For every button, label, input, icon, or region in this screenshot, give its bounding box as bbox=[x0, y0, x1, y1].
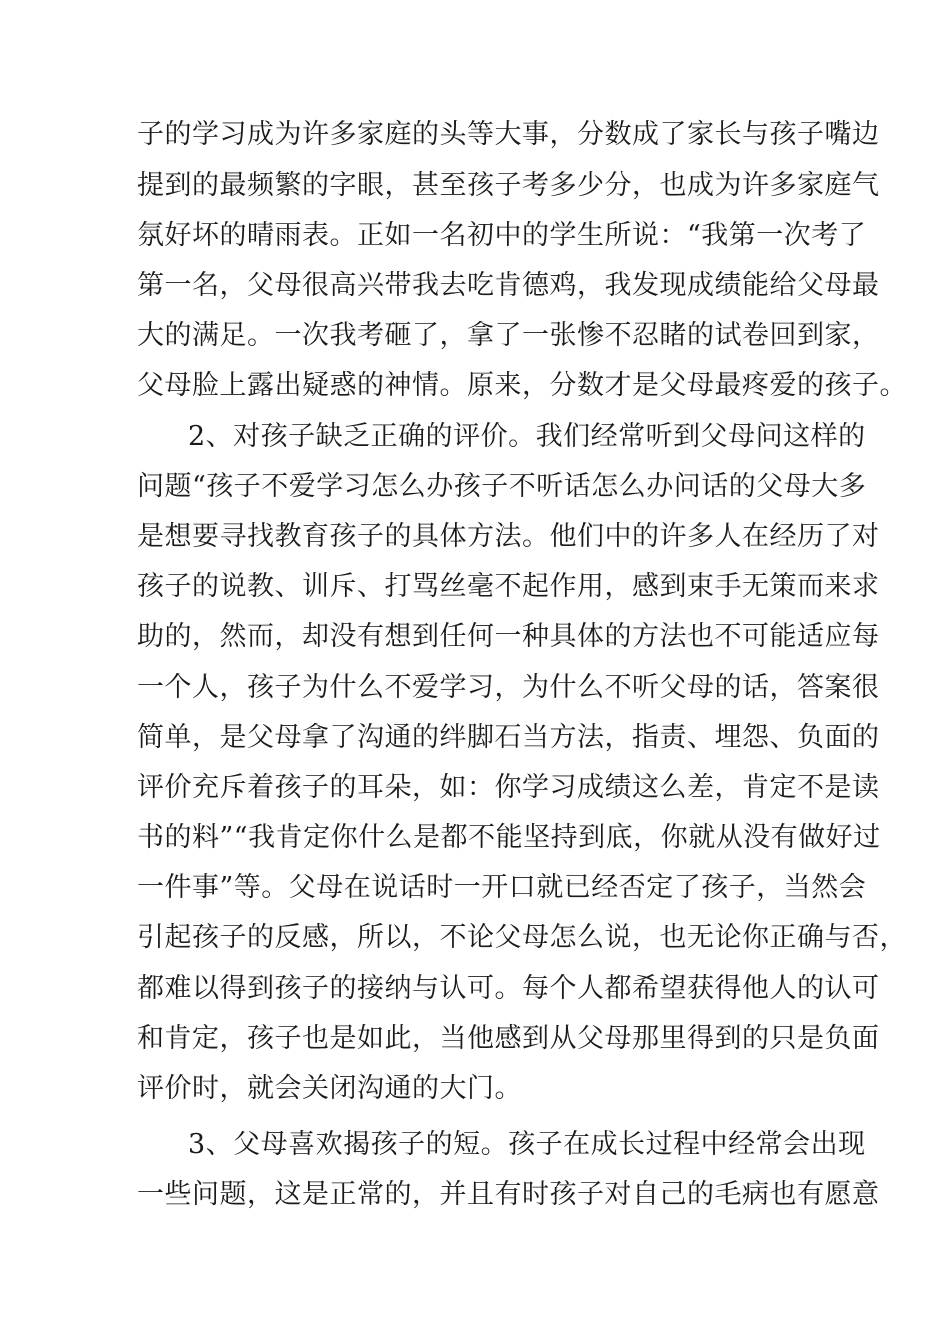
text-line: 引起孩子的反感，所以，不论父母怎么说，也无论你正确与否， bbox=[137, 922, 907, 953]
text-line: 孩子的说教、训斥、打骂丝毫不起作用，感到束手无策而来求 bbox=[137, 571, 880, 602]
text-line: 问题“孩子不爱学习怎么办孩子不听话怎么办问话的父母大多 bbox=[137, 471, 867, 502]
text-line: 都难以得到孩子的接纳与认可。每个人都希望获得他人的认可 bbox=[137, 973, 880, 1004]
text-line: 父母脸上露出疑惑的神情。原来，分数才是父母最疼爱的孩子。 bbox=[137, 370, 907, 401]
text-line: 一个人，孩子为什么不爱学习，为什么不听父母的话，答案很 bbox=[137, 672, 880, 703]
text-line: 简单，是父母拿了沟通的绊脚石当方法，指责、埋怨、负面的 bbox=[137, 722, 880, 753]
text-line: 氛好坏的晴雨表。正如一名初中的学生所说：“我第一次考了 bbox=[137, 220, 867, 251]
paragraph-2-first-line: 2、对孩子缺乏正确的评价。我们经常听到父母问这样的 bbox=[188, 421, 866, 452]
text-line: 一些问题，这是正常的，并且有时孩子对自己的毛病也有愿意 bbox=[137, 1179, 880, 1210]
text-line: 助的，然而，却没有想到任何一种具体的方法也不可能适应每 bbox=[137, 621, 880, 652]
text-line: 和肯定，孩子也是如此，当他感到从父母那里得到的只是负面 bbox=[137, 1023, 880, 1054]
text-line: 提到的最频繁的字眼，甚至孩子考多少分，也成为许多家庭气 bbox=[137, 170, 880, 201]
text-line: 一件事”等。父母在说话时一开口就已经否定了孩子，当然会 bbox=[137, 872, 867, 903]
text-line: 子的学习成为许多家庭的头等大事，分数成了家长与孩子嘴边 bbox=[137, 119, 880, 150]
paragraph-3-first-line: 3、父母喜欢揭孩子的短。孩子在成长过程中经常会出现 bbox=[188, 1129, 866, 1160]
text-line: 是想要寻找教育孩子的具体方法。他们中的许多人在经历了对 bbox=[137, 521, 880, 552]
text-line: 第一名，父母很高兴带我去吃肯德鸡，我发现成绩能给父母最 bbox=[137, 270, 880, 301]
text-line: 书的料”“我肯定你什么是都不能坚持到底，你就从没有做好过 bbox=[137, 822, 881, 853]
text-line: 评价时，就会关闭沟通的大门。 bbox=[137, 1073, 522, 1104]
text-line: 大的满足。一次我考砸了，拿了一张惨不忍睹的试卷回到家， bbox=[137, 320, 880, 351]
text-line: 评价充斥着孩子的耳朵，如：你学习成绩这么差，肯定不是读 bbox=[137, 772, 880, 803]
